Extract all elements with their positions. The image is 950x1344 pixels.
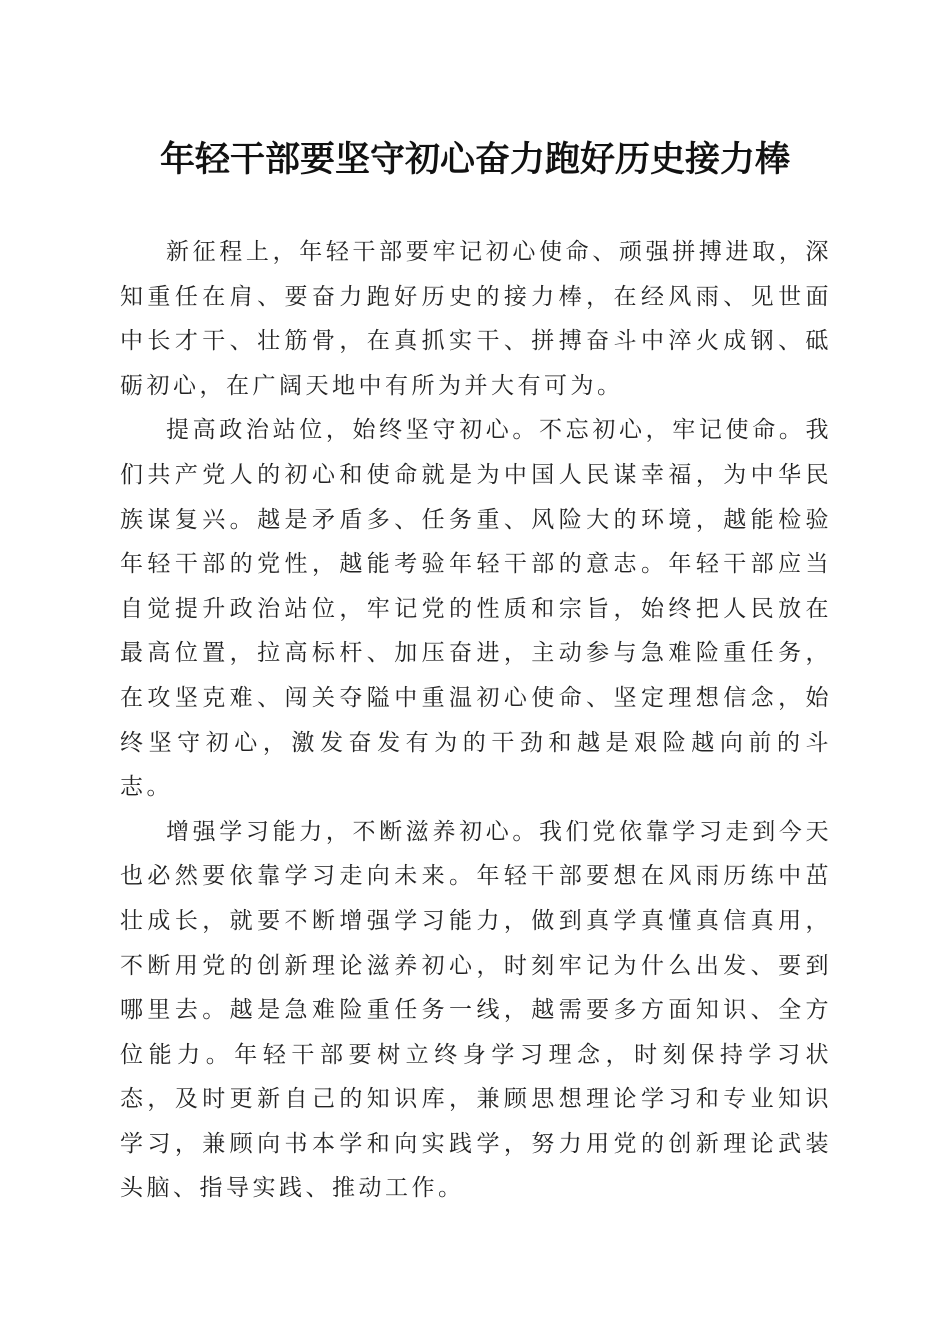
paragraph: 增强学习能力，不断滋养初心。我们党依靠学习走到今天也必然要依靠学习走向未来。年轻干部要想在风雨历练中茁壮成长，就要不断增强学习能力，做到真学真懂真信真用，不断用党的创新理论滋养初心，时刻牢记为什么出发、要到哪里去。越是急难险重任务一线，越需要多方面知识、全方位能力。年轻干部要树立终身学习理念，时刻保持学习状态，及时更新自己的知识库，兼顾思想理论学习和专业知识学习，兼顾向书本学和向实践学，努力用党的创新理论武装头脑、指导实践、推动工作。 <box>120 818 832 1202</box>
document-title: 年轻干部要坚守初心奋力跑好历史接力棒 <box>159 139 790 180</box>
document-body <box>120 230 832 1211</box>
paragraph: 新征程上，年轻干部要牢记初心使命、顽强拼搏进取，深知重任在肩、要奋力跑好历史的接力棒，在经风雨、见世面中长才干、壮筋骨，在真抓实干、拼搏奋斗中淬火成钢、砥砺初心，在广阔天地中有所为并大有可为。 <box>120 239 832 399</box>
paragraph: 提高政治站位，始终坚守初心。不忘初心，牢记使命。我们共产党人的初心和使命就是为中国人民谋幸福，为中华民族谋复兴。越是矛盾多、任务重、风险大的环境，越能检验年轻干部的党性，越能考验年轻干部的意志。年轻干部应当自觉提升政治站位，牢记党的性质和宗旨，始终把人民放在最高位置，拉高标杆、加压奋进，主动参与急难险重任务，在攻坚克难、闯关夺隘中重温初心使命、坚定理想信念，始终坚守初心，激发奋发有为的干劲和越是艰险越向前的斗志。 <box>120 417 832 801</box>
